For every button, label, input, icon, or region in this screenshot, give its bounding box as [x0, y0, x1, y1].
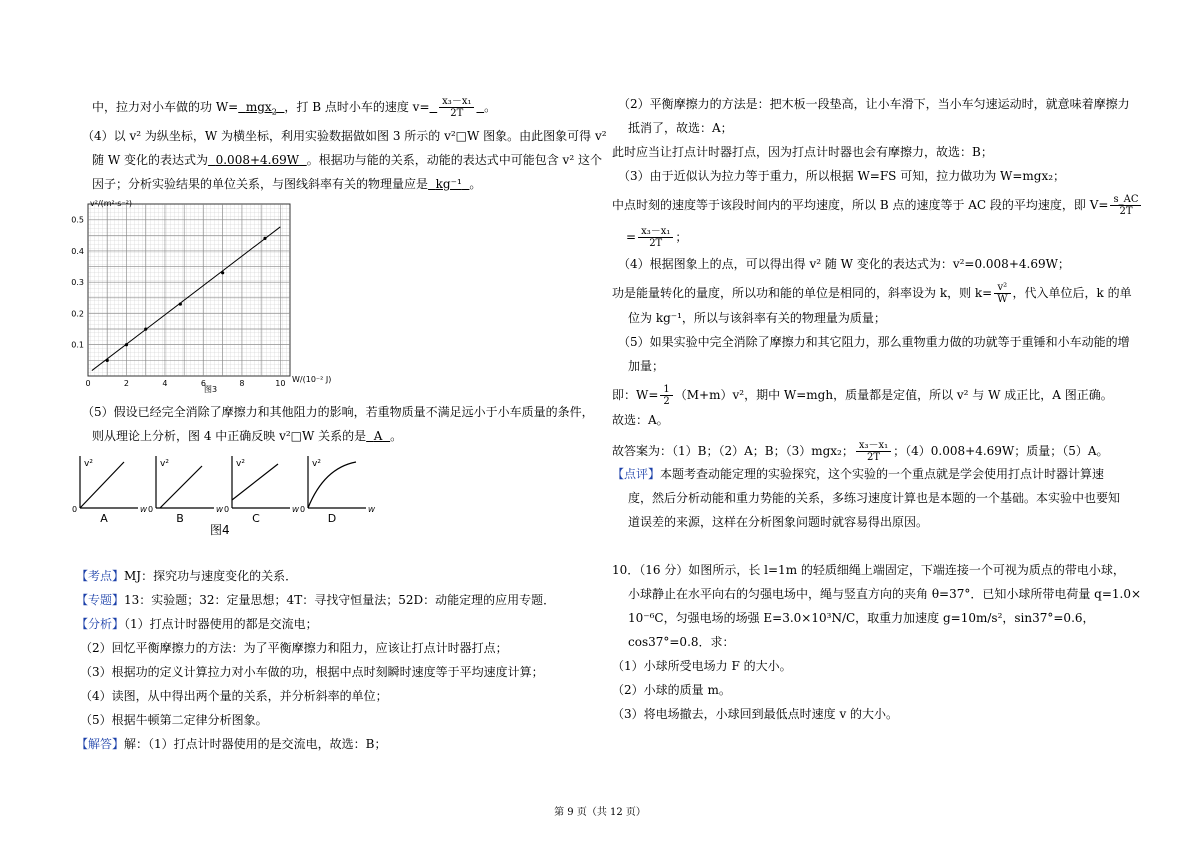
y-tick-label: 0.5	[71, 215, 84, 225]
graph-x-label: W	[216, 506, 223, 514]
right-line-9: 位为 kg⁻¹，所以与该斜率有关的物理量为质量；	[628, 311, 886, 325]
right-line-1: （2）平衡摩擦力的方法是：把木板一段垫高，让小车滑下，当小车匀速运动时，就意味着摩擦力	[618, 97, 1130, 111]
graph-option-label: C	[252, 512, 260, 525]
zhuanti-line: 【专题】13：实验题；32：定量思想；4T：寻找守恒量法；52D：动能定理的应用专题．	[76, 593, 556, 607]
fenxi-line-4: （4）读图，从中得出两个量的关系，并分析斜率的单位；	[80, 689, 388, 703]
right-line-4: （3）由于近似认为拉力等于重力，所以根据 W=FS 可知，拉力做功为 W=mgx₂；	[618, 169, 1066, 183]
dianping-line-2: 度，然后分析动能和重力势能的关系，多练习速度计算也是本题的一个基础。本实验中也要知	[628, 491, 1121, 505]
data-point	[106, 359, 109, 362]
graph-x-label: W	[140, 506, 147, 514]
x3x1-fraction: $\frac{\text{x₃－x₁}}{2T}$	[638, 226, 673, 249]
graph-b	[148, 456, 224, 525]
data-point	[263, 237, 266, 240]
graph-option-label: A	[100, 512, 108, 525]
left-line-5: （5）假设已经完全消除了摩擦力和其他阻力的影响，若重物质量不满足远小于小车质量的条件，	[82, 405, 594, 419]
right-line-13: 故选：A。	[612, 413, 669, 427]
x-tick-label: 2	[123, 379, 130, 388]
fenxi-line-3: （3）根据功的定义计算拉力对小车做的功，根据中点时刻瞬时速度等于平均速度计算；	[80, 665, 544, 679]
left-line-6: 则从理论上分析，图 4 中正确反映 v²□W 关系的是 A 。	[92, 429, 403, 443]
graph-x-label: W	[292, 506, 299, 514]
dianping-line-1: 【点评】本题考查动能定理的实验探究，这个实验的一个重点就是学会使用打点计时器计算速	[612, 467, 1105, 481]
graph-origin-label: 0	[72, 505, 78, 514]
graph-y-label: v²	[84, 459, 93, 469]
q10-line-6: （2）小球的质量 m。	[612, 683, 731, 697]
graph-origin-label: 0	[224, 505, 230, 514]
y-axis-label: v²/(m²·s⁻²)	[90, 199, 133, 208]
x-tick-label: 10	[275, 379, 286, 388]
zhuanti-tag: 【专题】	[76, 593, 125, 607]
graph-c	[224, 456, 300, 525]
data-point	[144, 327, 147, 330]
right-line-3: 此时应当让打点计时器打点，因为打点计时器也会有摩擦力，故选：B；	[612, 145, 993, 159]
right-line-8: 功是能量转化的量度，所以功和能的单位是相同的，斜率设为 k，则 k= $\frac{\text{v²}}{W}$ ，代入单位后，k 的单	[612, 282, 1132, 305]
graph-x-label: W	[368, 506, 375, 514]
q10-line-4: cos37°=0.8．求：	[628, 635, 735, 649]
figure-3-caption: 图3	[204, 385, 218, 394]
right-line-6: = $\frac{\text{x₃－x₁}}{2T}$ ；	[626, 226, 688, 249]
graph-a	[72, 456, 148, 525]
right-line-14: 故答案为：（1）B；（2）A；B；（3）mgx₂； $\frac{\text{x₃－x₁}}{2T}$ ；（4）0.008+4.69W；质量；（5）A。	[612, 440, 1109, 463]
y-tick-label: 0.3	[71, 278, 84, 288]
fenxi-line-2: （2）回忆平衡摩擦力的方法：为了平衡摩擦力和阻力，应该让打点计时器打点；	[80, 641, 508, 655]
graph-origin-label: 0	[148, 505, 154, 514]
y-tick-labels	[71, 216, 84, 350]
right-line-5: 中点时刻的速度等于该段时间内的平均速度，所以 B 点的速度等于 AC 段的平均速度，即 V= $\frac{s\_AC}{2T}$	[612, 194, 1143, 217]
x-tick-label: 8	[239, 379, 245, 388]
y-tick-label: 0.4	[71, 246, 84, 256]
fenxi-tag: 【分析】	[76, 617, 125, 631]
kaodian-line: 【考点】MJ：探究功与速度变化的关系．	[76, 569, 298, 583]
fenxi-line-5: （5）根据牛顿第二定律分析图象。	[80, 713, 268, 727]
left-line-4: 因子；分析实验结果的单位关系，与图线斜率有关的物理量应是 kg⁻¹ 。	[92, 177, 482, 191]
k-fraction: $\frac{\text{v²}}{W}$	[994, 282, 1010, 305]
data-point	[179, 302, 182, 305]
answer-fraction: $\frac{\text{x₃－x₁}}{2T}$	[856, 440, 891, 463]
graph-option-label: B	[176, 512, 184, 525]
q10-line-1: 10．（16 分）如图所示，长 l=1m 的轻质细绳上端固定，下端连接一个可视为质点的带电小球，	[612, 563, 1125, 577]
fenxi-line-1: 【分析】（1）打点计时器使用的都是交流电；	[76, 617, 318, 631]
dianping-line-3: 道误差的来源，这样在分析图象问题时就容易得出原因。	[628, 515, 929, 529]
q10-line-3: 10⁻⁶C，匀强电场的场强 E=3.0×10³N/C，取重力加速度 g=10m/s²，sin37°=0.6，	[628, 611, 1095, 625]
left-line-3: 随 W 变化的表达式为 0.008+4.69W 。根据功与能的关系，动能的表达式中可能包含 v² 这个	[92, 153, 602, 167]
velocity-fraction: $\frac{\text{x₃－x₁}}{2T}$	[439, 96, 474, 119]
q10-line-7: （3）将电场撤去，小球回到最低点时速度 v 的大小。	[612, 707, 899, 721]
y-tick-label: 0.2	[71, 309, 84, 319]
graph-y-label: v²	[312, 459, 321, 469]
figure-3-chart	[66, 196, 346, 396]
x-tick-label: 4	[162, 379, 168, 388]
q10-line-2: 小球静止在水平向右的匀强电场中，绳与竖直方向的夹角 θ=37°．已知小球所带电荷量 q=1.0×	[628, 587, 1142, 601]
q10-line-5: （1）小球所受电场力 F 的大小。	[612, 659, 792, 673]
graph-curve	[160, 466, 202, 508]
graph-d	[300, 456, 376, 525]
x-tick-label: 6	[200, 379, 206, 388]
graph-option-label: D	[327, 512, 337, 525]
page-footer: 第 9 页（共 12 页）	[554, 807, 646, 818]
left-line-1: 中，拉力对小车做的功 W= mgx$_2$ ，打 B 点时小车的速度 v= $\frac{\text{x₃－x₁}}{2T}$ 。	[92, 96, 497, 119]
right-line-2: 抵消了，故选：A；	[628, 121, 733, 135]
graph-curve	[232, 464, 278, 500]
figure-4-graphs	[72, 448, 382, 540]
figure-4-caption: 图4	[210, 523, 230, 537]
data-point	[125, 343, 128, 346]
kaodian-tag: 【考点】	[76, 569, 125, 583]
right-line-7: （4）根据图象上的点，可以得出得 v² 随 W 变化的表达式为：v²=0.008+4.69W；	[618, 257, 1070, 271]
data-point	[221, 271, 224, 274]
graph-y-label: v²	[236, 459, 245, 469]
graph-y-label: v²	[160, 459, 169, 469]
x-axis-label: W/(10⁻² J)	[292, 375, 332, 384]
graph-origin-label: 0	[300, 505, 306, 514]
right-line-10: （5）如果实验中完全消除了摩擦力和其它阻力，那么重物重力做的功就等于重锤和小车动能的增	[618, 335, 1130, 349]
x-tick-labels	[85, 379, 285, 388]
left-line-2: （4）以 v² 为纵坐标，W 为横坐标，利用实验数据做如图 3 所示的 v²□W 图象。由此图象可得 v²	[82, 129, 607, 143]
half-fraction: $\frac{1}{2}$	[660, 384, 672, 407]
jieda-tag: 【解答】	[76, 737, 125, 751]
x-tick-label: 0	[85, 379, 91, 388]
right-line-12: 即：W= $\frac{1}{2}$ （M+m）v²，期中 W=mgh，质量都是定值，所以 v² 与 W 成正比，A 图正确。	[612, 384, 1113, 407]
jieda-line: 【解答】解：（1）打点计时器使用的是交流电，故选：B；	[76, 737, 387, 751]
y-tick-label: 0.1	[71, 340, 84, 350]
sac-fraction: $\frac{s\_AC}{2T}$	[1110, 194, 1141, 217]
right-line-11: 加量；	[628, 359, 665, 373]
dianping-tag: 【点评】	[612, 467, 661, 481]
